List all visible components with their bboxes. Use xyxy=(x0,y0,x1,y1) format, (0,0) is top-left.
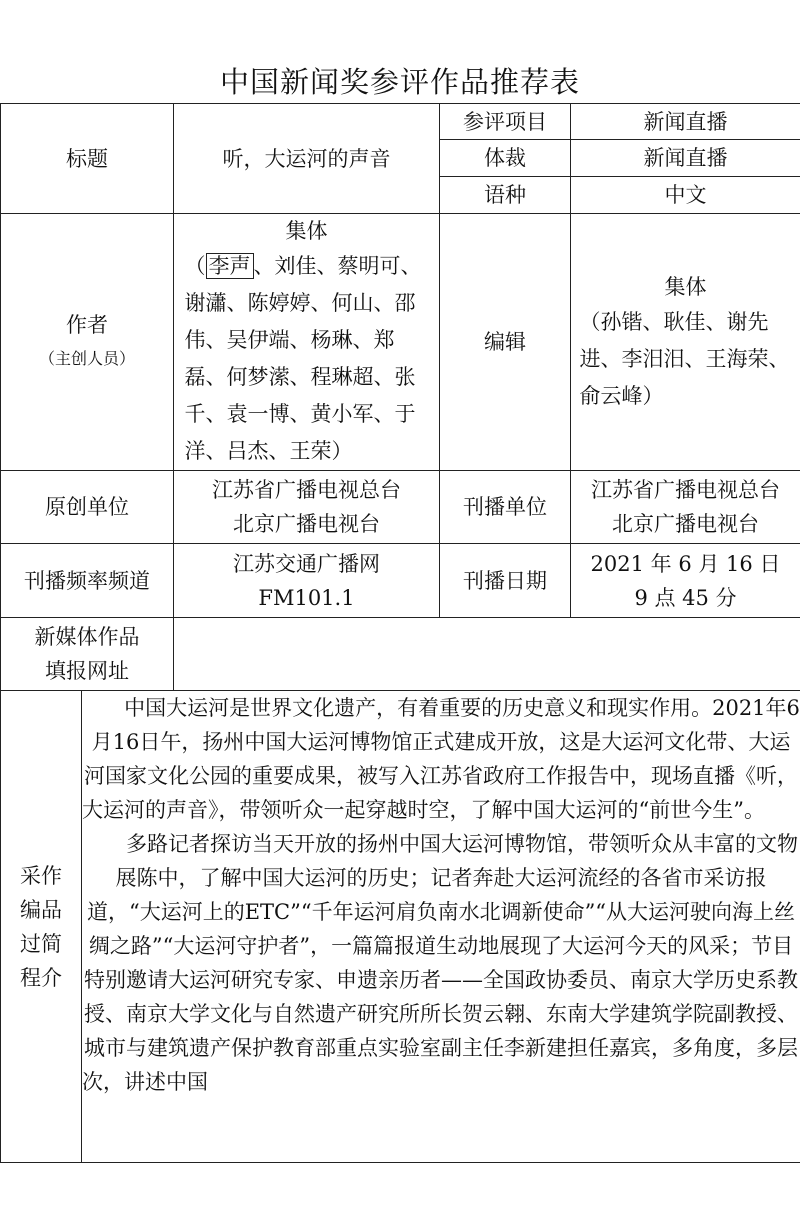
intro-label-line1: 采作 xyxy=(20,863,62,888)
form-title: 中国新闻奖参评作品推荐表 xyxy=(219,65,580,99)
origin-unit-value xyxy=(174,471,440,544)
category-value: 新闻直播 xyxy=(571,104,800,140)
broadcast-unit-label: 刊播单位 xyxy=(440,471,571,544)
row-category xyxy=(1,104,800,140)
editor-group: 集体 xyxy=(664,274,707,299)
channel-label: 刊播频率频道 xyxy=(1,544,174,618)
language-label: 语种 xyxy=(440,177,571,214)
editor-value-cell xyxy=(571,214,800,471)
broadcast-unit-line1: 江苏省广播电视总台 xyxy=(591,478,780,502)
author-first-boxed: 李声 xyxy=(206,253,254,279)
author-list xyxy=(185,248,429,470)
new-media-url-value xyxy=(174,618,800,691)
origin-unit-line1: 江苏省广播电视总台 xyxy=(212,478,401,502)
row-new-media xyxy=(1,618,800,691)
editor-list: （孙锴、耿佳、谢先进、李汨汨、王海荣、俞云峰） xyxy=(579,309,790,408)
intro-label-line2: 编品 xyxy=(20,897,62,922)
language-value: 中文 xyxy=(571,177,800,214)
channel-line1: 江苏交通广播网 xyxy=(233,551,380,576)
row-author xyxy=(1,214,800,471)
genre-label: 体裁 xyxy=(440,140,571,177)
genre-value: 新闻直播 xyxy=(571,140,800,177)
row-units xyxy=(1,471,800,544)
author-group: 集体 xyxy=(285,219,328,243)
headline-value: 听，大运河的声音 xyxy=(174,104,440,214)
new-media-label xyxy=(1,618,174,691)
intro-paragraph-2: 多路记者探访当天开放的扬州中国大运河博物馆，带领听众从丰富的文物展陈中，了解中国大运河的历史；记者奔赴大运河流经的各省市采访报道，“大运河上的ETC”“千年运河肩负南水北调新使命”“从大运河驶向海上丝绸之路”“大运河守护者”，一篇篇报道生动地展现了大运河今天的风采；节目特别邀请大运河研究专家、申遗亲历者——全国政协委员、南京大学历史系教授、南京大学文化与自然遗产研究所所长贺云翱、东南大学建筑学院副教授、城市与建筑遗产保护教育部重点实验室副主任李新建担任嘉宾，多角度，多层次，讲述中国 xyxy=(82,832,798,1094)
row-intro xyxy=(1,691,800,1163)
broadcast-unit-line2: 北京广播电视台 xyxy=(612,512,759,536)
author-value-cell xyxy=(174,214,440,471)
broadcast-date-value xyxy=(571,544,800,618)
intro-label xyxy=(1,691,82,1163)
row-channel xyxy=(1,544,800,618)
author-open-paren: （ xyxy=(184,254,206,278)
recommendation-form xyxy=(0,103,800,1163)
category-label: 参评项目 xyxy=(440,104,571,140)
intro-label-line3: 过简 xyxy=(20,931,62,956)
new-media-line2: 填报网址 xyxy=(45,659,129,683)
author-label-cell xyxy=(1,214,174,471)
intro-body xyxy=(82,691,800,1163)
new-media-line1: 新媒体作品 xyxy=(34,625,140,649)
channel-value xyxy=(174,544,440,618)
broadcast-date-label: 刊播日期 xyxy=(440,544,571,618)
broadcast-unit-value xyxy=(571,471,800,544)
intro-paragraph-1: 中国大运河是世界文化遗产，有着重要的历史意义和现实作用。2021年6月16日午，扬州中国大运河博物馆正式建成开放，这是大运河文化带、大运河国家文化公园的重要成果，被写入江苏省政府工作报告中，现场直播《听，大运河的声音》，带领听众一起穿越时空，了解中国大运河的“前世今生”。 xyxy=(82,696,800,822)
date-line2: 9 点 45 分 xyxy=(634,585,737,610)
channel-line2: FM101.1 xyxy=(258,585,355,610)
headline-label: 标题 xyxy=(1,104,174,214)
origin-unit-label: 原创单位 xyxy=(1,471,174,544)
author-sub-label: （主创人员） xyxy=(38,349,135,368)
author-rest: 、刘佳、蔡明可、谢瀟、陈婷婷、何山、邵伟、吴伊端、杨琳、郑磊、何梦潆、程琳超、张千、袁一博、黄小军、于洋、吕杰、王荣） xyxy=(184,254,422,463)
author-label: 作者 xyxy=(66,313,108,337)
date-line1: 2021 年 6 月 16 日 xyxy=(590,551,781,576)
origin-unit-line2: 北京广播电视台 xyxy=(233,512,380,536)
editor-label: 编辑 xyxy=(440,214,571,471)
intro-label-line4: 程介 xyxy=(20,965,62,990)
